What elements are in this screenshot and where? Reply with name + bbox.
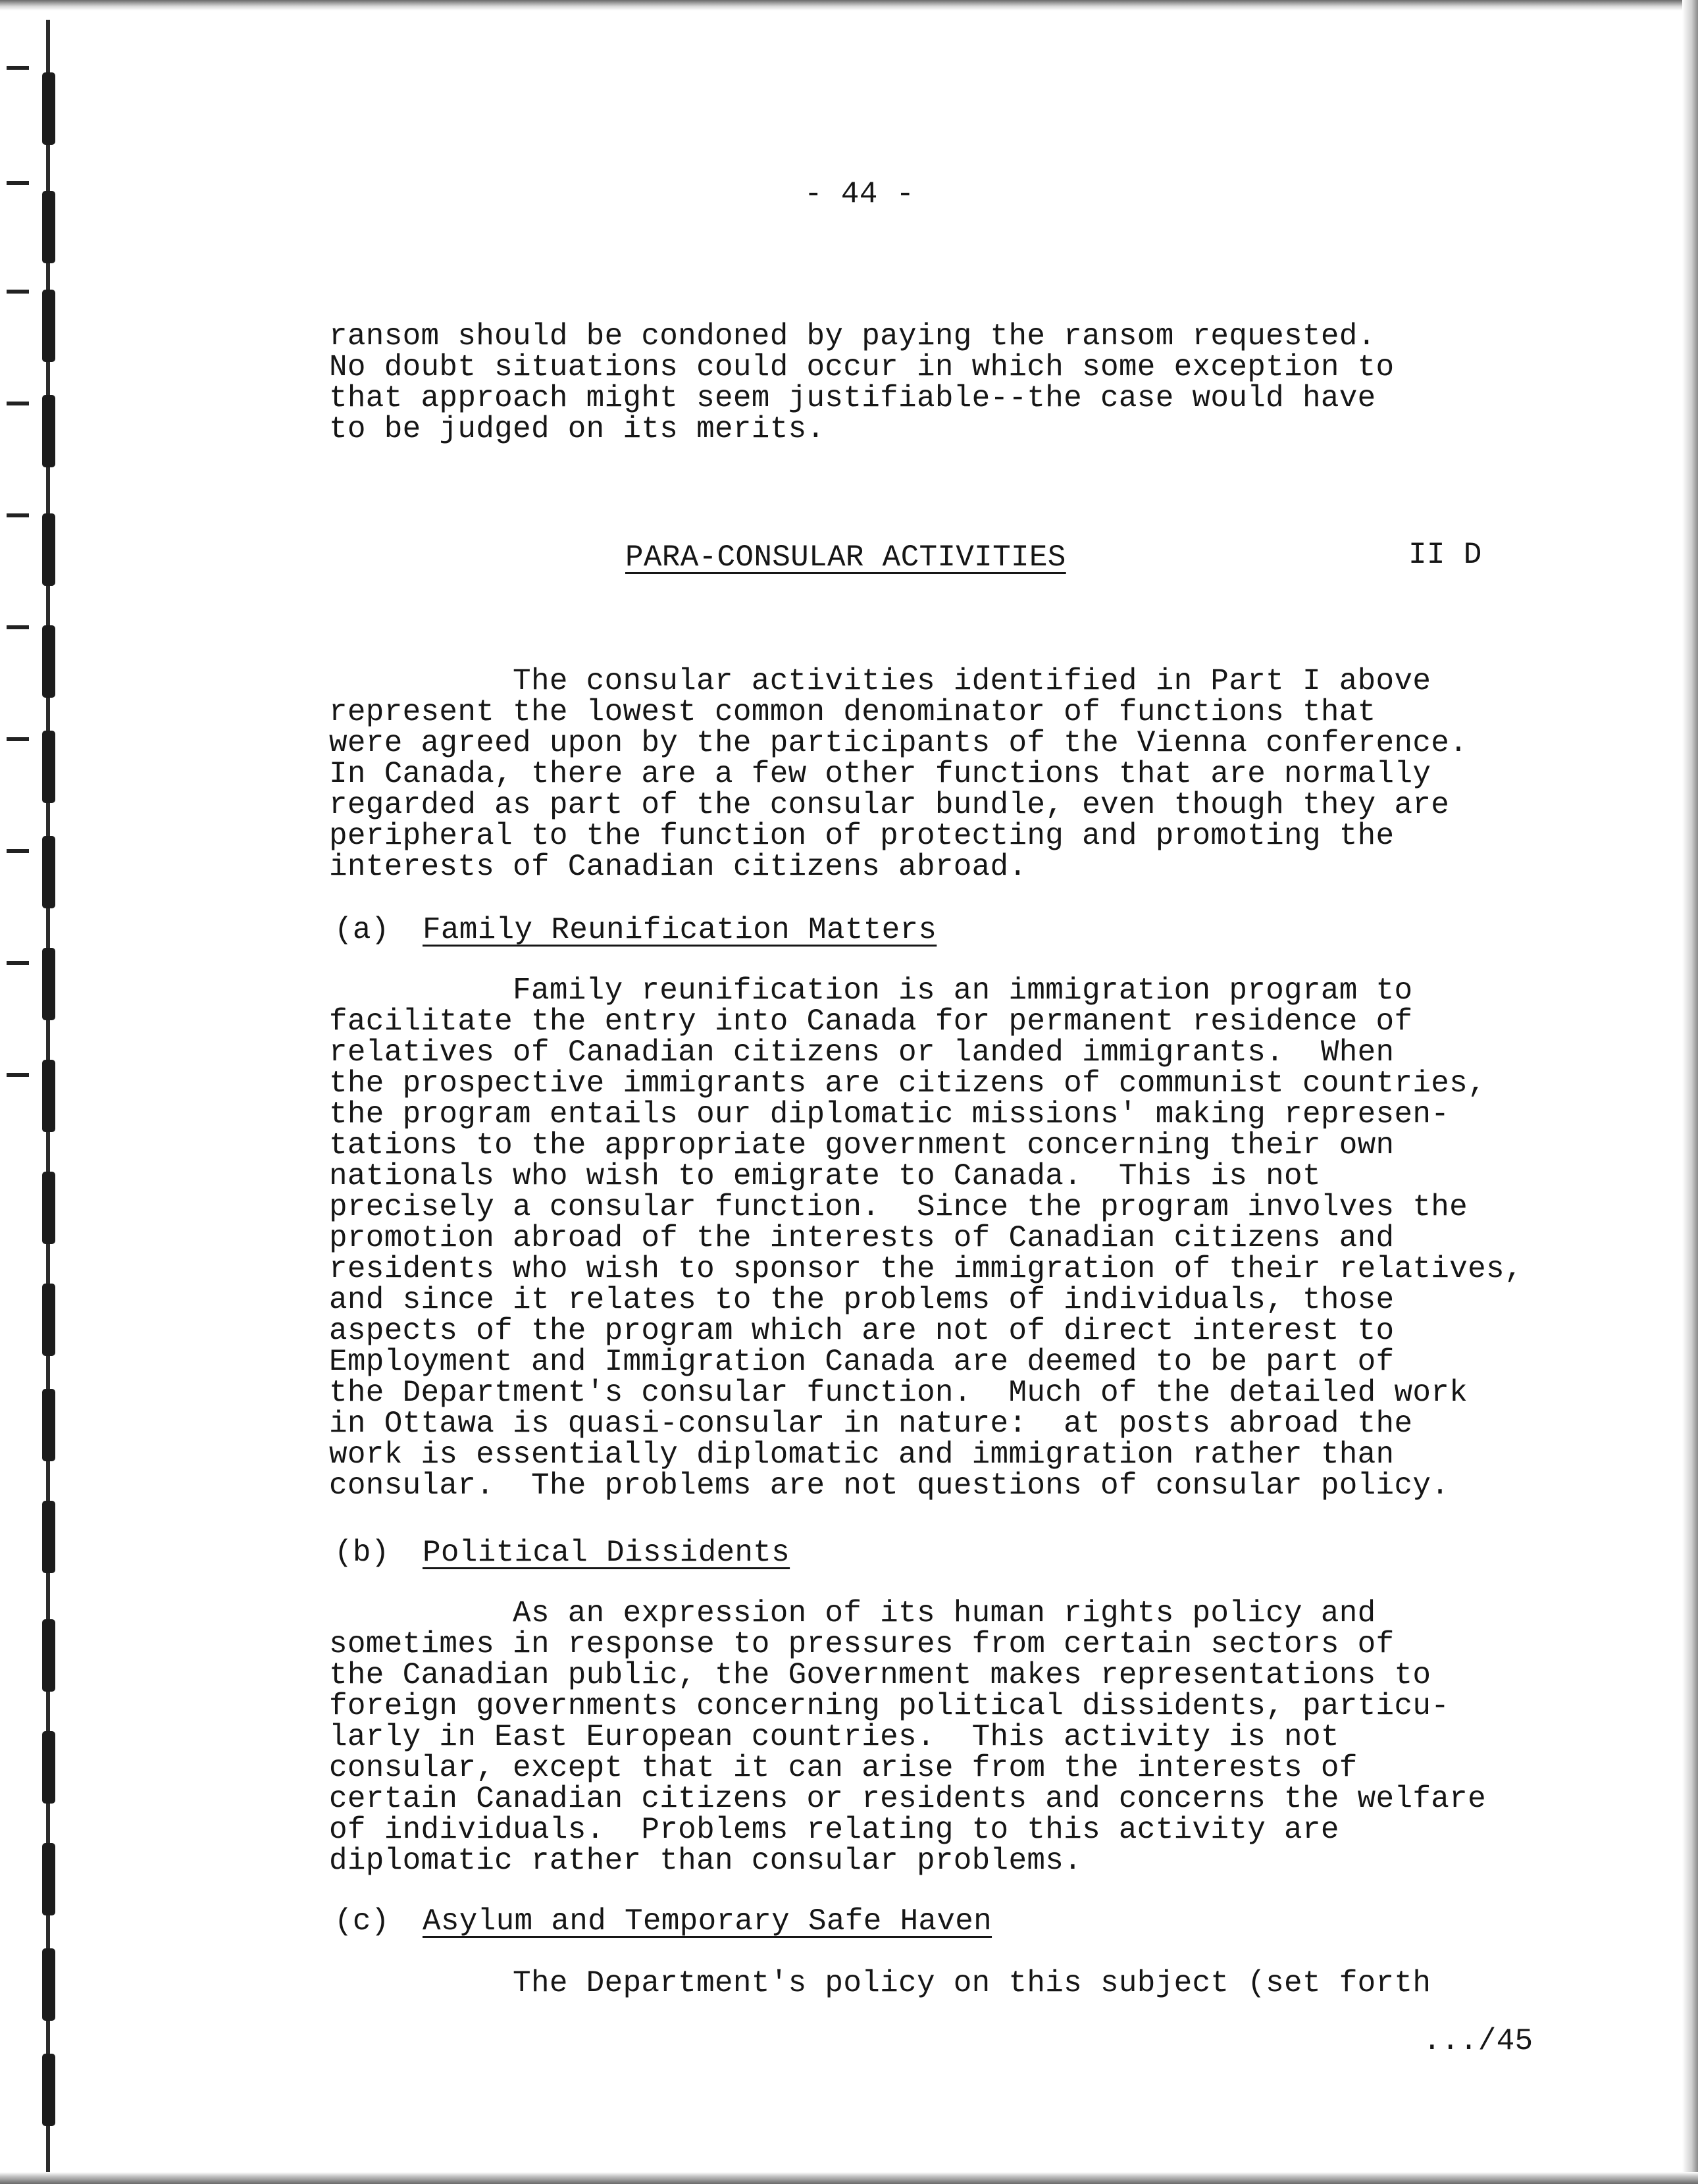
section-heading: PARA-CONSULAR ACTIVITIES [625, 540, 1066, 575]
page-edge-top [0, 0, 1698, 11]
subsection-label: (c) [334, 1904, 390, 1938]
binding-tick [7, 849, 29, 853]
binding-ring [42, 72, 55, 145]
family-reunification-line: tations to the appropriate government concerning their own [329, 1128, 1395, 1162]
family-reunification-line: work is essentially diplomatic and immigration rather than [329, 1438, 1395, 1472]
family-reunification-line: nationals who wish to emigrate to Canada. This is not [329, 1159, 1321, 1193]
political-dissidents-line: As an expression of its human rights policy and [329, 1596, 1376, 1630]
binding-ring [42, 513, 55, 586]
binding-ring [42, 395, 55, 467]
subsection-title: Asylum and Temporary Safe Haven [423, 1904, 992, 1938]
intro-line: ransom should be condoned by paying the ransom requested. [329, 319, 1376, 353]
family-reunification-line: Employment and Immigration Canada are deemed to be part of [329, 1345, 1395, 1379]
family-reunification-line: residents who wish to sponsor the immigration of their relatives, [329, 1252, 1523, 1286]
binding-tick [7, 625, 29, 629]
binding-tick [7, 737, 29, 741]
family-reunification-line: aspects of the program which are not of direct interest to [329, 1314, 1395, 1348]
family-reunification-line: facilitate the entry into Canada for permanent residence of [329, 1004, 1413, 1039]
binding-ring [42, 731, 55, 803]
family-reunification-line: the prospective immigrants are citizens of communist countries, [329, 1066, 1486, 1101]
family-reunification-line: precisely a consular function. Since the program involves the [329, 1190, 1468, 1224]
section-reference: II D [1408, 538, 1482, 572]
intro-line: that approach might seem justifiable--the case would have [329, 381, 1376, 415]
binding-tick [7, 290, 29, 294]
binding-ring [42, 1060, 55, 1132]
binding-ring [42, 290, 55, 362]
intro-line: to be judged on its merits. [329, 412, 825, 446]
binding-tick [7, 1073, 29, 1077]
subsection-label: (a) [334, 913, 390, 947]
binding-ring [42, 836, 55, 908]
binding-ring [42, 1948, 55, 2021]
subsection-title: Family Reunification Matters [423, 913, 937, 947]
binding-ring [42, 2054, 55, 2126]
binding-tick [7, 961, 29, 965]
family-reunification-line: and since it relates to the problems of individuals, those [329, 1283, 1395, 1317]
overview-line: regarded as part of the consular bundle, even though they are [329, 788, 1450, 822]
overview-line: represent the lowest common denominator of functions that [329, 695, 1376, 729]
binding-ring [42, 625, 55, 698]
family-reunification-line: the Department's consular function. Much of the detailed work [329, 1376, 1468, 1410]
binding-tick [7, 513, 29, 517]
binding-ring [42, 1172, 55, 1244]
subsection-heading-b [334, 1538, 790, 1569]
political-dissidents-line: consular, except that it can arise from the interests of [329, 1751, 1358, 1785]
political-dissidents-line: of individuals. Problems relating to this activity are [329, 1813, 1339, 1847]
subsection-title: Political Dissidents [423, 1536, 790, 1570]
family-reunification-line: promotion abroad of the interests of Canadian citizens and [329, 1221, 1395, 1255]
page-edge-right [1682, 0, 1698, 2184]
asylum-line: The Department's policy on this subject (set forth [329, 1966, 1431, 2000]
binding-tick [7, 402, 29, 405]
political-dissidents-line: sometimes in response to pressures from certain sectors of [329, 1627, 1395, 1661]
binding-ring [42, 1389, 55, 1461]
family-reunification-line: consular. The problems are not questions of consular policy. [329, 1469, 1450, 1503]
family-reunification-line: relatives of Canadian citizens or landed immigrants. When [329, 1035, 1395, 1070]
political-dissidents-line: certain Canadian citizens or residents and concerns the welfare [329, 1782, 1486, 1816]
overview-line: In Canada, there are a few other functions that are normally [329, 757, 1431, 791]
family-reunification-line: the program entails our diplomatic missions' making represen- [329, 1097, 1450, 1131]
political-dissidents-line: foreign governments concerning political dissidents, particu- [329, 1689, 1450, 1723]
political-dissidents-line: larly in East European countries. This activity is not [329, 1720, 1339, 1754]
binding-tick [7, 181, 29, 185]
family-reunification-line: Family reunification is an immigration program to [329, 974, 1413, 1008]
binding-ring [42, 1619, 55, 1692]
family-reunification-line: in Ottawa is quasi-consular in nature: at posts abroad the [329, 1407, 1413, 1441]
overview-line: interests of Canadian citizens abroad. [329, 850, 1027, 884]
subsection-heading-a [334, 915, 937, 946]
page-number: - 44 - [804, 177, 915, 211]
ring-binding [0, 0, 92, 2184]
overview-line: The consular activities identified in Part I above [329, 664, 1431, 698]
binding-ring [42, 1284, 55, 1356]
binding-tick [7, 66, 29, 70]
subsection-heading-c [334, 1906, 992, 1937]
overview-line: peripheral to the function of protecting and promoting the [329, 819, 1395, 853]
overview-line: were agreed upon by the participants of the Vienna conference. [329, 726, 1468, 760]
political-dissidents-line: diplomatic rather than consular problems. [329, 1844, 1083, 1878]
page-edge-bottom [0, 2172, 1698, 2184]
binding-ring [42, 191, 55, 263]
binding-ring [42, 948, 55, 1020]
subsection-label: (b) [334, 1536, 390, 1570]
binding-ring [42, 1501, 55, 1573]
binding-ring [42, 1843, 55, 1915]
binding-ring [42, 1731, 55, 1804]
intro-line: No doubt situations could occur in which some exception to [329, 350, 1395, 384]
political-dissidents-line: the Canadian public, the Government makes representations to [329, 1658, 1431, 1692]
continued-marker: .../45 [1423, 2024, 1533, 2058]
